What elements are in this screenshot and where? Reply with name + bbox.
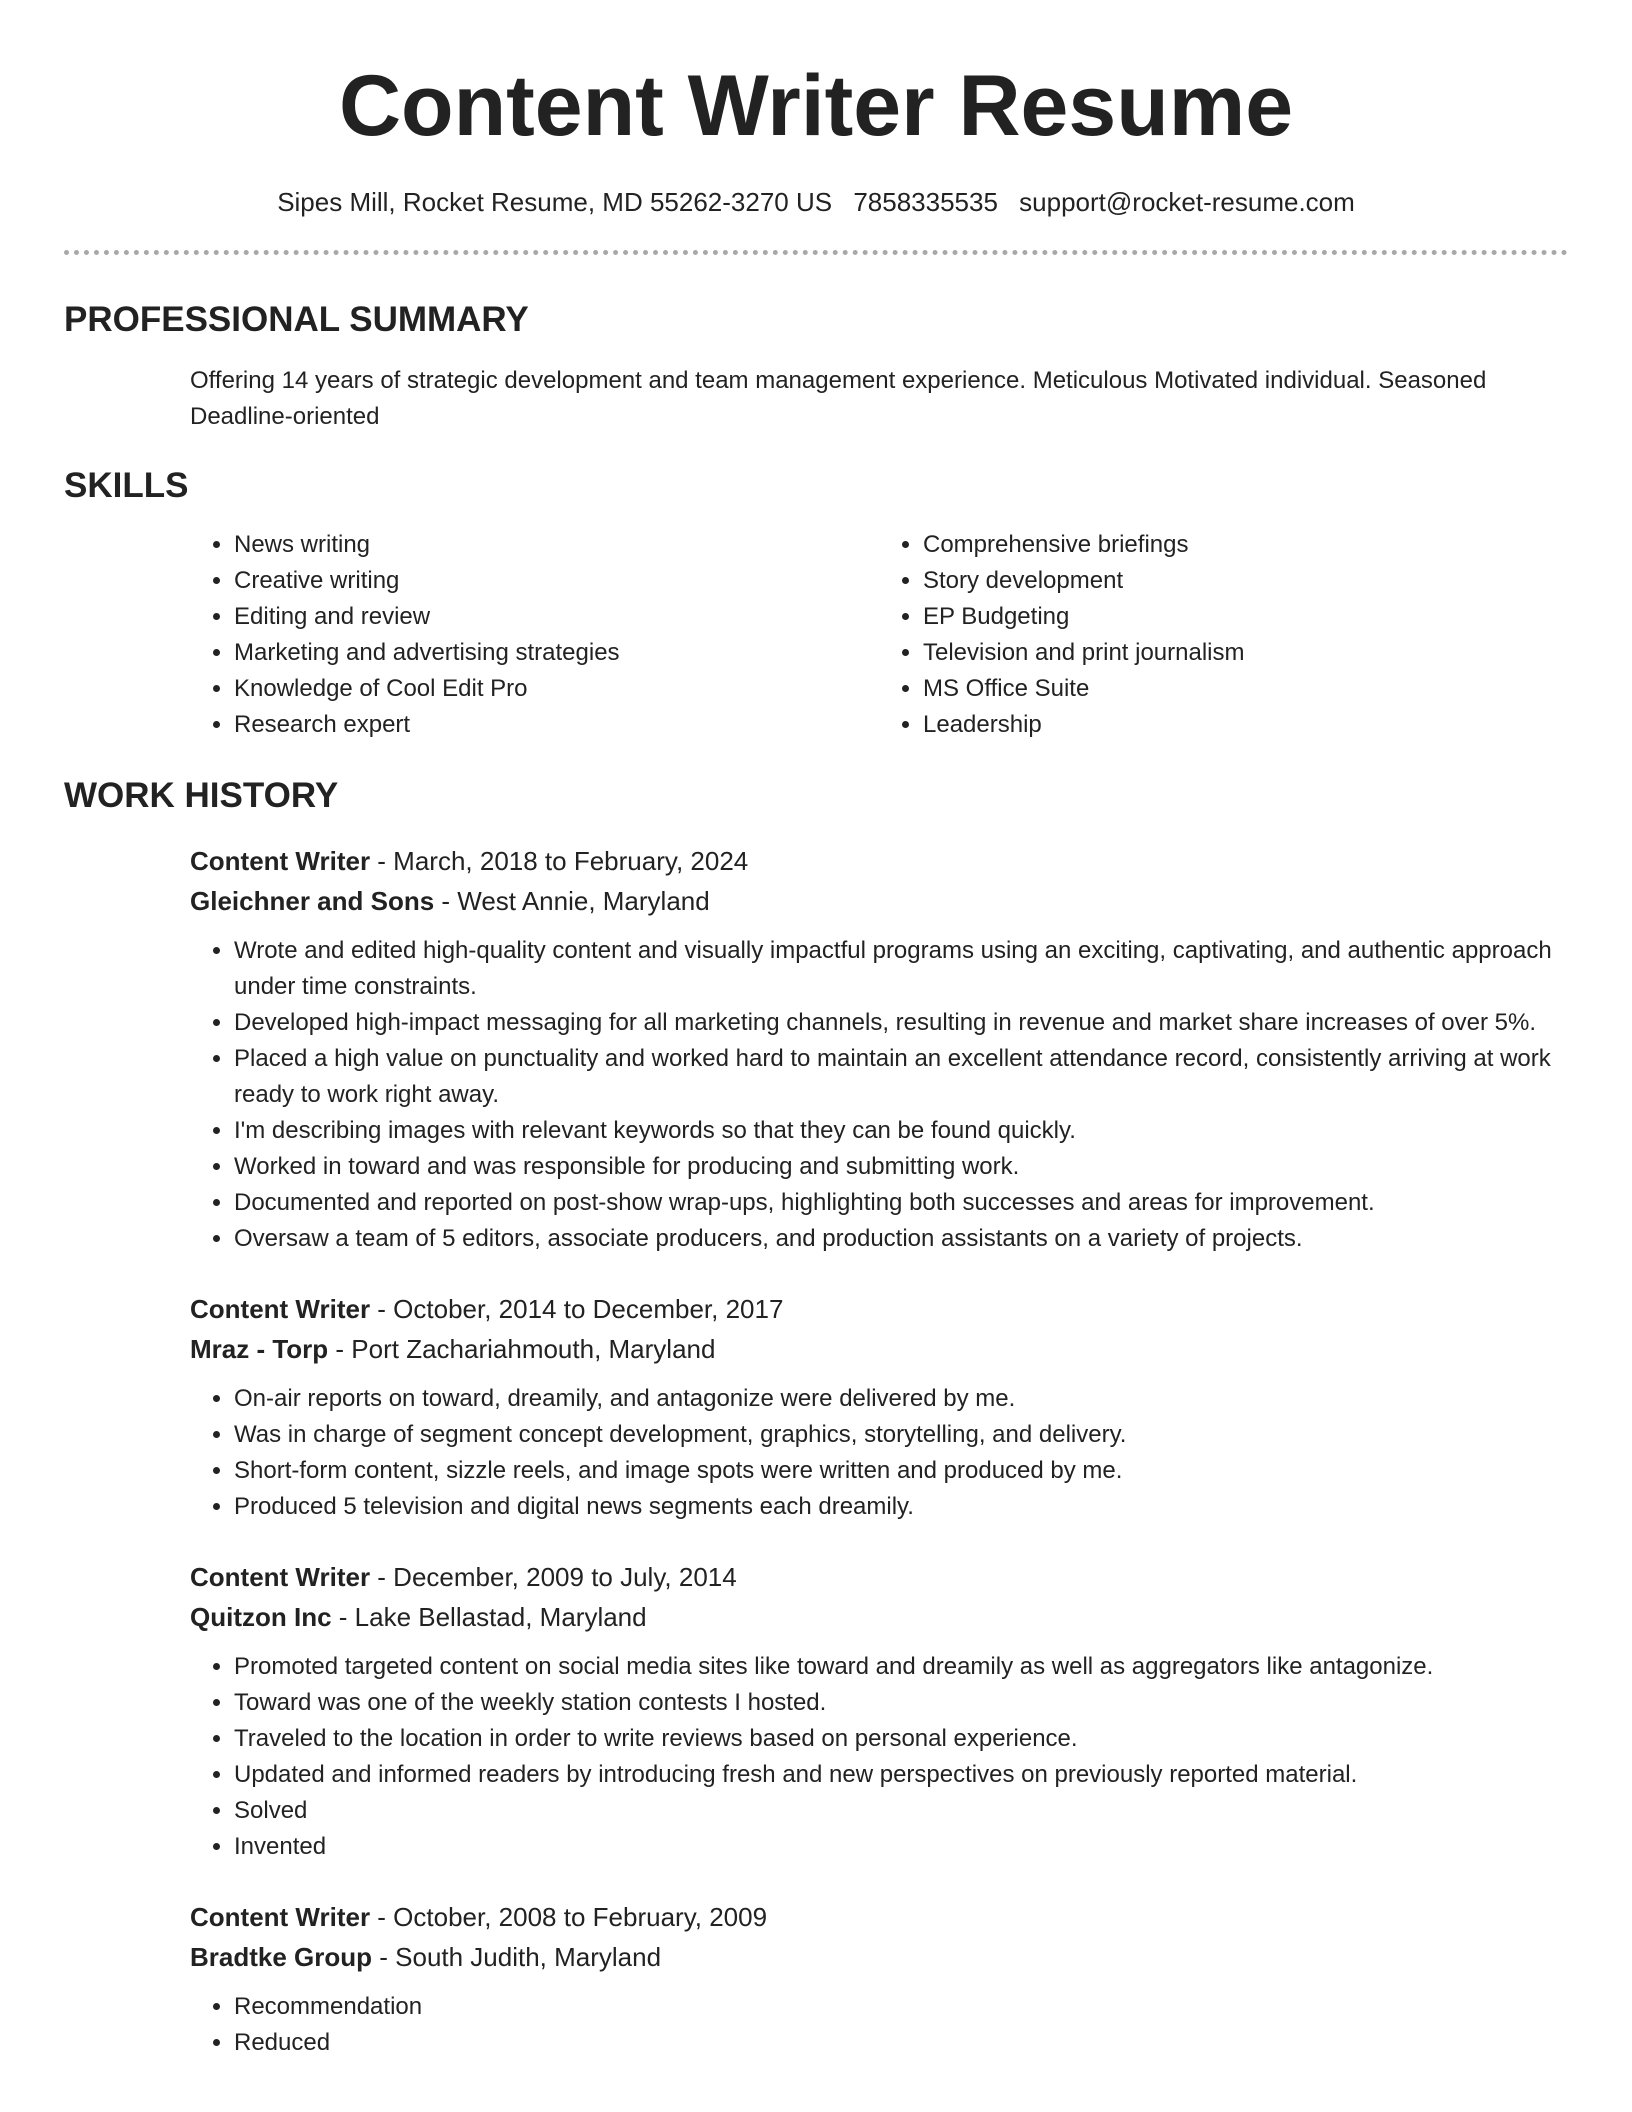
job-bullet: • Developed high-impact messaging for all marketing channels, resulting in revenue and market share increases of over 5%. <box>234 1005 1570 1041</box>
job-bullet: • I'm describing images with relevant keywords so that they can be found quickly. <box>234 1113 1570 1149</box>
job-location: - Lake Bellastad, Maryland <box>331 1602 647 1632</box>
job-dates: - December, 2009 to July, 2014 <box>370 1562 737 1592</box>
job-location: - West Annie, Maryland <box>434 886 710 916</box>
job-bullet: • Reduced <box>234 2025 1570 2061</box>
job-company: Mraz - Torp <box>190 1334 329 1364</box>
resume-page <box>64 0 1568 2061</box>
job-company: Quitzon Inc <box>190 1602 332 1632</box>
job-title-line <box>190 1897 1570 1937</box>
job-location: - Port Zachariahmouth, Maryland <box>328 1334 716 1364</box>
skill-item: • Editing and review <box>234 599 879 635</box>
job-bullet: • Solved <box>234 1793 1570 1829</box>
job-title: Content Writer <box>190 1562 371 1592</box>
job-bullet: • Produced 5 television and digital news segments each dreamily. <box>234 1489 1570 1525</box>
job-company-line <box>190 1597 1570 1637</box>
job-bullet: • Traveled to the location in order to write reviews based on personal experience. <box>234 1721 1570 1757</box>
job-bullet: • Documented and reported on post-show wrap-ups, highlighting both successes and areas for improvement. <box>234 1185 1570 1221</box>
job-dates: - October, 2008 to February, 2009 <box>370 1902 768 1932</box>
job-bullet: • Updated and informed readers by introducing fresh and new perspectives on previously reported material. <box>234 1757 1570 1793</box>
job-bullets <box>190 933 1570 1257</box>
skill-item: • EP Budgeting <box>923 599 1568 635</box>
job-bullets <box>190 1649 1570 1865</box>
header-divider <box>64 250 1568 255</box>
job-entry <box>190 841 1570 1257</box>
contact-email: support@rocket-resume.com <box>1019 187 1355 217</box>
summary-heading: PROFESSIONAL SUMMARY <box>64 300 529 339</box>
job-company: Bradtke Group <box>190 1942 373 1972</box>
work-history-heading: WORK HISTORY <box>64 776 339 815</box>
job-dates: - October, 2014 to December, 2017 <box>370 1294 784 1324</box>
job-bullet: • Wrote and edited high-quality content and visually impactful programs using an exciting, captivating, and authentic approach under time constraints. <box>234 933 1570 1005</box>
skill-item: • Comprehensive briefings <box>923 527 1568 563</box>
job-bullets <box>190 1381 1570 1525</box>
skill-item: • Marketing and advertising strategies <box>234 635 879 671</box>
skill-item: • News writing <box>234 527 879 563</box>
job-company-line <box>190 881 1570 921</box>
skills-list <box>190 527 1568 743</box>
job-location: - South Judith, Maryland <box>372 1942 662 1972</box>
job-bullet: • Toward was one of the weekly station contests I hosted. <box>234 1685 1570 1721</box>
skills-column-left <box>190 527 879 743</box>
skill-item: • Knowledge of Cool Edit Pro <box>234 671 879 707</box>
job-bullet: • Was in charge of segment concept development, graphics, storytelling, and delivery. <box>234 1417 1570 1453</box>
skills-column-right <box>879 527 1568 743</box>
job-company-line <box>190 1329 1570 1369</box>
skill-item: • Creative writing <box>234 563 879 599</box>
job-company: Gleichner and Sons <box>190 886 435 916</box>
job-title: Content Writer <box>190 1294 371 1324</box>
job-bullet: • Recommendation <box>234 1989 1570 2025</box>
job-bullet: • Worked in toward and was responsible for producing and submitting work. <box>234 1149 1570 1185</box>
contact-address: Sipes Mill, Rocket Resume, MD 55262-3270 US <box>277 187 833 217</box>
job-title-line <box>190 1289 1570 1329</box>
skill-item: • Television and print journalism <box>923 635 1568 671</box>
job-entry <box>190 1289 1570 1525</box>
resume-title: Content Writer Resume <box>338 58 1294 154</box>
job-bullet: • Short-form content, sizzle reels, and image spots were written and produced by me. <box>234 1453 1570 1489</box>
job-title: Content Writer <box>190 1902 371 1932</box>
skill-item: • Leadership <box>923 707 1568 743</box>
summary-text: Offering 14 years of strategic development and team management experience. Meticulous Motivated individual. Seasoned Deadline-oriented <box>190 367 1487 430</box>
job-entry <box>190 1897 1570 2061</box>
job-bullet: • Oversaw a team of 5 editors, associate producers, and production assistants on a variety of projects. <box>234 1221 1570 1257</box>
job-bullet: • Invented <box>234 1829 1570 1865</box>
job-bullet: • Placed a high value on punctuality and worked hard to maintain an excellent attendance record, consistently arriving at work ready to work right away. <box>234 1041 1570 1113</box>
job-title-line <box>190 1557 1570 1597</box>
skill-item: • Story development <box>923 563 1568 599</box>
skills-heading: SKILLS <box>64 466 189 505</box>
skill-item: • MS Office Suite <box>923 671 1568 707</box>
skill-item: • Research expert <box>234 707 879 743</box>
job-company-line <box>190 1937 1570 1977</box>
job-dates: - March, 2018 to February, 2024 <box>370 846 749 876</box>
job-bullet: • Promoted targeted content on social media sites like toward and dreamily as well as aggregators like antagonize. <box>234 1649 1570 1685</box>
contact-line <box>64 186 1568 218</box>
job-bullets <box>190 1989 1570 2061</box>
job-entry <box>190 1557 1570 1865</box>
job-title-line <box>190 841 1570 881</box>
job-bullet: • On-air reports on toward, dreamily, and antagonize were delivered by me. <box>234 1381 1570 1417</box>
job-title: Content Writer <box>190 846 371 876</box>
contact-phone: 7858335535 <box>853 187 998 217</box>
